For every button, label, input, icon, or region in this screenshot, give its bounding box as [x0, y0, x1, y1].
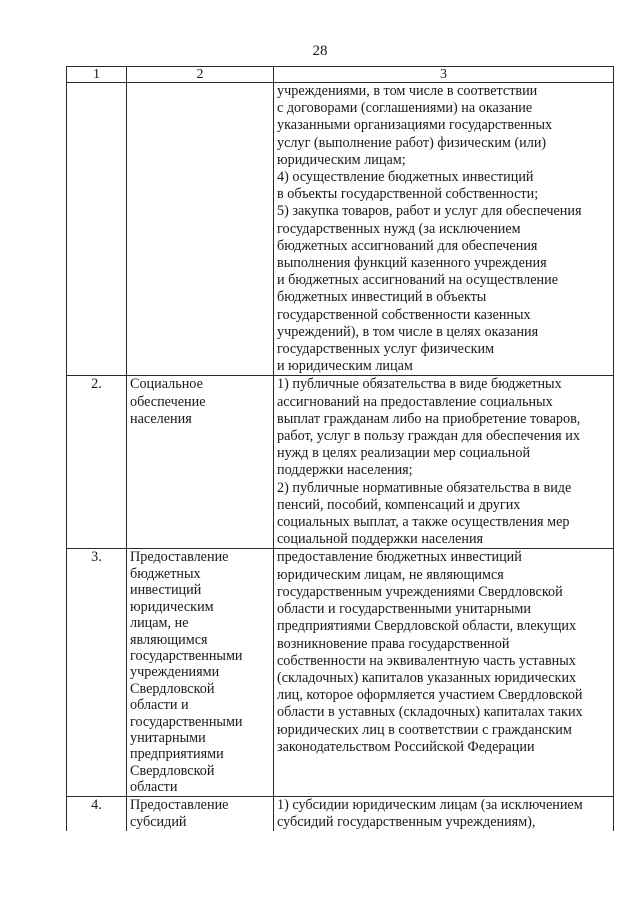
- column-header: 1: [67, 67, 127, 83]
- text-line: предоставление бюджетных инвестиций: [277, 549, 522, 566]
- text-line: социальных выплат, а также осуществления мер: [277, 514, 570, 531]
- table-header-row: [67, 67, 614, 83]
- text-line: возникновение права государственной: [277, 635, 510, 652]
- text-line: учреждениями, в том числе в соответствии: [277, 83, 538, 99]
- text-line: (складочных) капиталов указанных юридических: [277, 669, 577, 686]
- text-line: бюджетных инвестиций в объекты: [277, 289, 487, 306]
- text-line: услуг (выполнение работ) физическим (или): [277, 134, 547, 151]
- text-line: обеспечение: [130, 393, 206, 410]
- text-line: юридическим лицам;: [277, 151, 406, 168]
- text-line: и бюджетных ассигнований на осуществление: [277, 272, 558, 289]
- table-row: [67, 796, 614, 831]
- text-line: субсидий государственным учреждениям),: [277, 813, 536, 830]
- text-line: указанными организациями государственных: [277, 117, 553, 134]
- text-line: государственными: [130, 647, 243, 664]
- text-line: поддержки населения;: [277, 462, 413, 479]
- text-line: пенсий, пособий, компенсаций и других: [277, 496, 521, 513]
- text-line: государственных услуг физическим: [277, 341, 495, 358]
- text-line: инвестиций: [130, 582, 202, 599]
- row-text: [274, 796, 614, 831]
- text-line: с договорами (соглашениями) на оказание: [277, 100, 533, 117]
- row-number: 4.: [67, 796, 127, 831]
- text-line: 1) публичные обязательства в виде бюджетных: [277, 376, 562, 393]
- text-line: собственности на эквивалентную часть уставных: [277, 652, 576, 669]
- text-line: унитарными: [130, 729, 206, 746]
- table-row: [67, 376, 614, 549]
- text-line: учреждениями: [130, 664, 220, 681]
- text-line: 1) субсидии юридическим лицам (за исключением: [277, 796, 583, 813]
- row-name: [127, 376, 274, 549]
- text-line: 4) осуществление бюджетных инвестиций: [277, 169, 534, 186]
- text-line: населения: [130, 410, 192, 427]
- text-line: социальной поддержки населения: [277, 531, 484, 548]
- text-line: Свердловской: [130, 680, 215, 697]
- text-line: лицам, не: [130, 615, 189, 632]
- text-line: юридическим: [130, 598, 214, 615]
- page-number: 28: [312, 43, 328, 59]
- text-line: 2) публичные нормативные обязательства в виде: [277, 479, 572, 496]
- text-line: юридическим лицам, не являющимся: [277, 566, 504, 583]
- text-line: области в уставных (складочных) капиталах таких: [277, 704, 583, 721]
- text-line: государственными: [130, 713, 243, 730]
- text-line: работ, услуг в пользу граждан для обеспечения их: [277, 428, 580, 445]
- budget-table: [66, 66, 614, 831]
- row-number: 2.: [67, 376, 127, 549]
- table-row: [67, 83, 614, 376]
- text-line: государственной собственности казенных: [277, 306, 531, 323]
- column-header: 3: [274, 67, 614, 83]
- text-line: субсидий: [130, 813, 187, 830]
- text-line: предприятиями Свердловской области, влекущих: [277, 618, 577, 635]
- text-line: бюджетных ассигнований для обеспечения: [277, 237, 538, 254]
- row-text: [274, 549, 614, 796]
- text-line: 5) закупка товаров, работ и услуг для обеспечения: [277, 203, 582, 220]
- text-line: выплат гражданам либо на приобретение товаров,: [277, 410, 581, 427]
- row-text: [274, 376, 614, 549]
- row-name: [127, 83, 274, 376]
- table-row: [67, 549, 614, 796]
- text-line: государственным учреждениями Свердловской: [277, 583, 563, 600]
- text-line: области и государственными унитарными: [277, 601, 531, 618]
- text-line: Социальное: [130, 376, 203, 393]
- column-header: 2: [127, 67, 274, 83]
- text-line: учреждений), в том числе в целях оказания: [277, 323, 539, 340]
- row-name: [127, 796, 274, 831]
- text-line: выполнения функций казенного учреждения: [277, 255, 547, 272]
- text-line: государственных нужд (за исключением: [277, 220, 521, 237]
- row-number: [67, 83, 127, 376]
- text-line: лиц, которое оформляется участием Свердловской: [277, 687, 583, 704]
- text-line: Свердловской: [130, 762, 215, 779]
- text-line: в объекты государственной собственности;: [277, 186, 539, 203]
- row-text: [274, 83, 614, 376]
- text-line: области: [130, 779, 178, 796]
- text-line: нужд в целях реализации мер социальной: [277, 445, 531, 462]
- text-line: являющимся: [130, 631, 208, 648]
- row-name: [127, 549, 274, 796]
- text-line: и юридическим лицам: [277, 358, 413, 375]
- text-line: предприятиями: [130, 746, 224, 763]
- text-line: Предоставление: [130, 796, 229, 813]
- row-number: 3.: [67, 549, 127, 796]
- text-line: юридических лиц в соответствии с гражданским: [277, 721, 572, 738]
- text-line: Предоставление: [130, 549, 229, 566]
- text-line: законодательством Российской Федерации: [277, 738, 535, 755]
- text-line: бюджетных: [130, 565, 201, 582]
- text-line: ассигнований на предоставление социальных: [277, 393, 553, 410]
- text-line: области и: [130, 697, 189, 714]
